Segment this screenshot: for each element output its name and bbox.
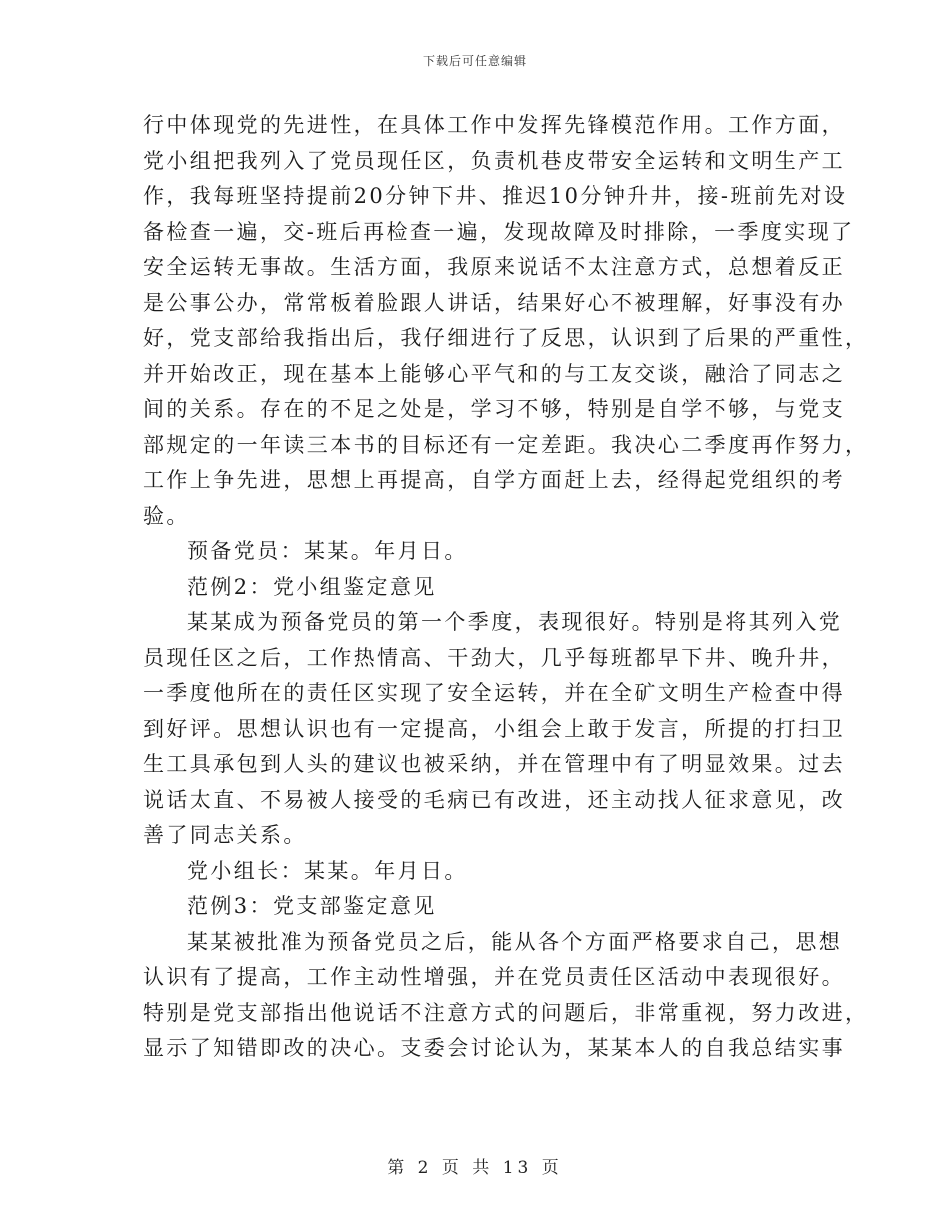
text-line: 行中体现党的先进性，在具体工作中发挥先锋模范作用。工作方面， bbox=[143, 113, 845, 137]
text-line: 好，党支部给我指出后，我仔细进行了反思，认识到了后果的严重性， bbox=[143, 326, 869, 350]
text-line: 工作上争先进，思想上再提高，自学方面赶上去，经得起党组织的考 bbox=[143, 468, 845, 492]
text-line: 员现任区之后，工作热情高、干劲大，几乎每班都早下井、晚升井， bbox=[143, 645, 845, 670]
signature-line: 预备党员：某某。年月日。 bbox=[187, 539, 468, 563]
text-line: 是公事公办，常常板着脸跟人讲话，结果好心不被理解，好事没有办 bbox=[143, 290, 845, 315]
text-line: 说话太直、不易被人接受的毛病已有改进，还主动找人征求意见，改 bbox=[143, 787, 845, 812]
section-heading: 范例2：党小组鉴定意见 bbox=[187, 574, 437, 599]
text-line: 特别是党支部指出他说话不注意方式的问题后，非常重视，努力改进， bbox=[143, 1000, 869, 1025]
text-line: 作，我每班坚持提前20分钟下井、推迟10分钟升井，接-班前先对设 bbox=[143, 184, 848, 208]
paragraph-start: 某某成为预备党员的第一个季度，表现很好。特别是将其列入党 bbox=[187, 610, 843, 634]
text-line: 备检查一遍，交-班后再检查一遍，发现故障及时排除，一季度实现了 bbox=[143, 219, 855, 244]
page-number: 第 2 页 共 13 页 bbox=[387, 1158, 563, 1178]
text-line: 生工具承包到人头的建议也被采纳，并在管理中有了明显效果。过去 bbox=[143, 752, 845, 776]
text-line: 善了同志关系。 bbox=[143, 823, 307, 847]
text-line: 并开始改正，现在基本上能够心平气和的与工友交谈，融洽了同志之 bbox=[143, 361, 845, 386]
text-line: 显示了知错即改的决心。支委会讨论认为，某某本人的自我总结实事 bbox=[143, 1036, 845, 1060]
text-line: 验。 bbox=[143, 503, 190, 528]
section-heading: 范例3：党支部鉴定意见 bbox=[187, 894, 437, 918]
text-line: 一季度他所在的责任区实现了安全运转，并在全矿文明生产检查中得 bbox=[143, 681, 845, 705]
text-line: 安全运转无事故。生活方面，我原来说话不太注意方式，总想着反正 bbox=[143, 255, 845, 279]
signature-line: 党小组长：某某。年月日。 bbox=[187, 858, 468, 883]
text-line: 党小组把我列入了党员现任区，负责机巷皮带安全运转和文明生产工 bbox=[143, 148, 845, 173]
document-body bbox=[143, 108, 869, 1067]
text-line: 认识有了提高，工作主动性增强，并在党员责任区活动中表现很好。 bbox=[143, 965, 845, 989]
text-line: 到好评。思想认识也有一定提高，小组会上敢于发言，所提的打扫卫 bbox=[143, 716, 845, 741]
paragraph-start: 某某被批准为预备党员之后，能从各个方面严格要求自己，思想 bbox=[187, 929, 843, 954]
text-line: 部规定的一年读三本书的目标还有一定差距。我决心二季度再作努力， bbox=[143, 432, 869, 457]
page-header: 下载后可任意编辑 bbox=[422, 54, 527, 68]
text-line: 间的关系。存在的不足之处是，学习不够，特别是自学不够，与党支 bbox=[143, 397, 845, 421]
